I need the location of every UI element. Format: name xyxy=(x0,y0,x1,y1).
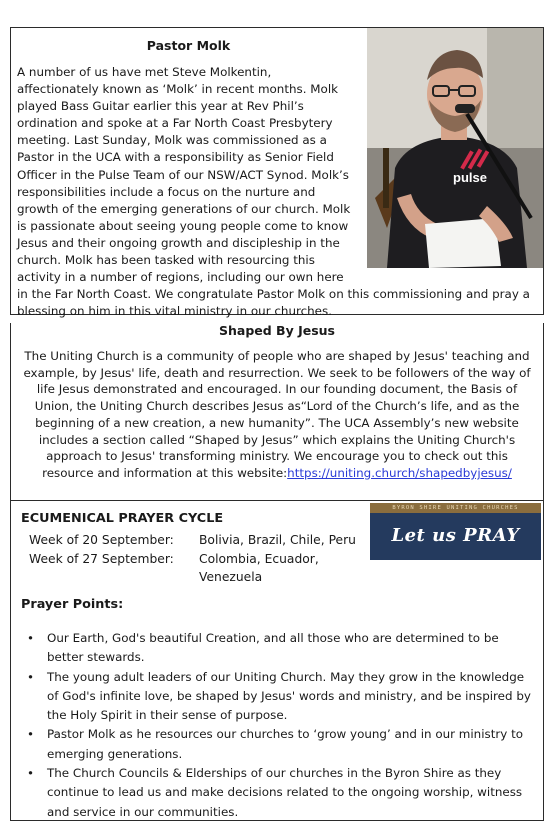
pastor-molk-section xyxy=(10,27,544,319)
bullet-icon: • xyxy=(27,727,35,742)
week-countries: Bolivia, Brazil, Chile, Peru xyxy=(199,533,356,547)
prayer-point-text: Our Earth, God's beautiful Creation, and all those who are determined to be better stewards. xyxy=(47,631,499,665)
pastor-paragraph-container xyxy=(17,64,537,320)
bullet-icon: • xyxy=(27,631,35,645)
list-item xyxy=(27,629,537,668)
section-title: Pastor Molk xyxy=(146,38,231,53)
week-label: Week of 27 September: xyxy=(29,552,174,566)
prayer-point-text: Pastor Molk as he resources our churches to ‘grow young’ and in our ministry to emerging generations. xyxy=(47,727,524,761)
shaped-paragraph-container xyxy=(21,348,533,482)
let-us-pray-banner xyxy=(370,503,541,560)
week-row xyxy=(29,531,369,549)
prayer-points-list xyxy=(27,629,537,822)
list-item xyxy=(27,725,537,764)
shaped-by-jesus-section xyxy=(10,323,544,501)
pastor-paragraph: A number of us have met Steve Molkentin, affectionately known as ‘Molk’ in recent months. Molk played Bass Guitar earlier this year at Rev Phil’s ordination and spoke at a Far North Coast Presbytery meeting. Last Sunday, Molk was commissioned as a Pastor in the UCA with a responsibility as Senior Field Officer in the Pulse Team of our NSW/ACT Synod. Molk’s responsibilities include a focus on the nurture and growth of the emerging generations of our church. Molk is passionate about seeing young people come to know Jesus and their ongoing growth and discipleship in the church. Molk has been tasked with resourcing this activity in a number of regions, including our own here in the Far North Coast. We congratulate Pastor Molk on this commissioning and pray a blessing on him in this vital ministry in our churches. xyxy=(17,65,530,319)
prayer-point-text: The young adult leaders of our Uniting Church. May they grow in the knowledge of God's infinite love, be shaped by Jesus' words and ministry, and be inspired by the Holy Spirit in their sense of purpose. xyxy=(47,669,531,723)
section-title: Shaped By Jesus xyxy=(219,323,335,338)
week-row xyxy=(29,550,349,586)
newsletter-page xyxy=(10,27,544,821)
banner-text: Let us PRAY xyxy=(391,525,520,546)
shaped-paragraph: The Uniting Church is a community of people who are shaped by Jesus' teaching and example, by Jesus' life, death and resurrection. We seek to be followers of the way of life Jesus demonstrated and encouraged. In our founding document, the Basis of Union, the Uniting Church describes Jesus as“Lord of the Church’s life, and as the beginning of a new creation, a new humanity”. The UCA Assembly’s new website includes a section called “Shaped by Jesus” which explains the Uniting Church's approach to Jesus' transforming ministry. We encourage you to check out this resource and information at this website: xyxy=(23,349,531,480)
prayer-section xyxy=(10,501,544,821)
bullet-icon: • xyxy=(27,669,35,684)
list-item xyxy=(27,764,537,822)
week-countries: Colombia, Ecuador, Venezuela xyxy=(199,552,319,584)
shirt-logo-text: pulse xyxy=(453,170,487,185)
bullet-icon: • xyxy=(27,766,35,781)
week-label: Week of 20 September: xyxy=(29,533,174,547)
shaped-by-jesus-link[interactable]: https://uniting.church/shapedbyjesus/ xyxy=(287,465,512,480)
prayer-cycle-title: ECUMENICAL PRAYER CYCLE xyxy=(21,511,224,526)
list-item xyxy=(27,668,537,726)
prayer-points-title: Prayer Points: xyxy=(21,597,124,612)
prayer-point-text: The Church Councils & Elderships of our churches in the Byron Shire as they continue to lead us and make decisions related to the ongoing worship, witness and service in our communities. xyxy=(47,766,523,819)
banner-strip-text: BYRON SHIRE UNITING CHURCHES xyxy=(370,503,541,513)
